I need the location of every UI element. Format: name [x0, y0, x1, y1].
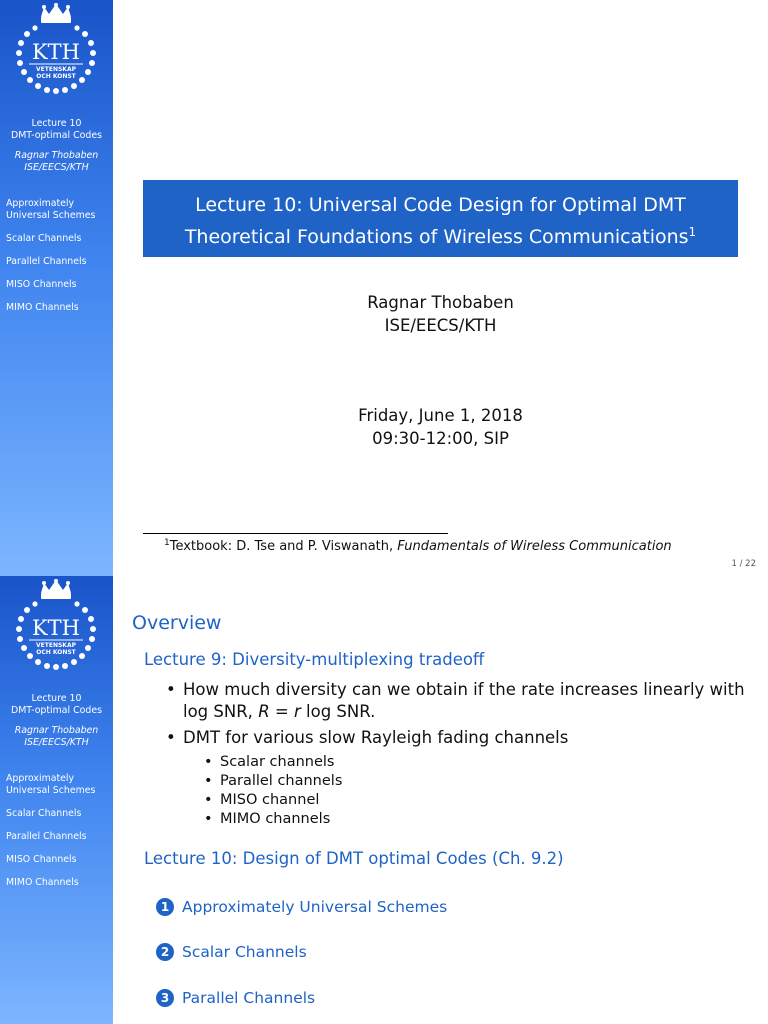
lecture-date: Friday, June 1, 2018	[358, 406, 523, 425]
sidebar-item-approximately-universal[interactable]: Approximately Universal Schemes	[6, 198, 96, 221]
svg-text:OCH KONST: OCH KONST	[36, 73, 76, 80]
bullet-item: • DMT for various slow Rayleigh fading channels	[164, 727, 754, 749]
sidebar-item-mimo[interactable]: MIMO Channels	[6, 302, 79, 313]
sub-bullet-item: • MIMO channels	[202, 810, 342, 829]
author-name: Ragnar Thobaben	[367, 293, 514, 312]
svg-text:KTH: KTH	[31, 616, 81, 640]
toc-item-scalar[interactable]: 2 Scalar Channels	[156, 943, 307, 961]
toc-number-badge: 3	[156, 989, 174, 1007]
sidebar-info	[0, 118, 113, 174]
svg-text:KTH: KTH	[31, 40, 81, 64]
frame-title: Overview	[132, 612, 222, 634]
sidebar-nav	[6, 198, 111, 325]
sidebar-subtitle: DMT-optimal Codes	[10, 130, 103, 141]
footnote-rule	[143, 533, 448, 534]
title-line-1: Lecture 10: Universal Code Design for Optimal DMT	[195, 194, 686, 216]
block-title-lecture-9: Lecture 9: Diversity-multiplexing tradeoff	[144, 650, 485, 669]
sidebar-item-mimo[interactable]: MIMO Channels	[6, 877, 79, 888]
sidebar	[0, 576, 113, 1024]
author-affiliation: ISE/EECS/KTH	[384, 316, 497, 335]
page-number: 1 / 22	[731, 559, 756, 569]
svg-text:VETENSKAP: VETENSKAP	[36, 66, 76, 73]
toc-item-approximately-universal[interactable]: 1 Approximately Universal Schemes	[156, 898, 447, 916]
date-block	[113, 404, 768, 450]
sidebar-author: Ragnar Thobaben	[14, 725, 99, 736]
toc-number-badge: 2	[156, 943, 174, 961]
sidebar-info	[0, 693, 113, 749]
footnote: $^1$Textbook: D. Tse and P. Viswanath, Fundamentals of Wireless Communication	[164, 538, 672, 554]
sidebar-lecture: Lecture 10	[31, 693, 82, 704]
sidebar-subtitle: DMT-optimal Codes	[10, 705, 103, 716]
author-block	[113, 291, 768, 337]
sidebar-item-miso[interactable]: MISO Channels	[6, 854, 77, 865]
toc-number-badge: 1	[156, 898, 174, 916]
sub-bullet-item: • Scalar channels	[202, 753, 342, 772]
sidebar-item-miso[interactable]: MISO Channels	[6, 279, 77, 290]
sidebar-lecture: Lecture 10	[31, 118, 82, 129]
title-box	[143, 180, 738, 257]
sidebar-affiliation: ISE/EECS/KTH	[24, 162, 89, 173]
sidebar	[0, 0, 113, 576]
sidebar-author: Ragnar Thobaben	[14, 150, 99, 161]
sidebar-item-approximately-universal[interactable]: Approximately Universal Schemes	[6, 773, 96, 796]
block-title-lecture-10: Lecture 10: Design of DMT optimal Codes (Ch. 9.2)	[144, 849, 564, 868]
sidebar-affiliation: ISE/EECS/KTH	[24, 737, 89, 748]
bullet-item: • How much diversity can we obtain if the rate increases linearly with log SNR, R = r log SNR.	[164, 679, 754, 723]
toc-item-parallel[interactable]: 3 Parallel Channels	[156, 989, 315, 1007]
sidebar-item-scalar[interactable]: Scalar Channels	[6, 233, 82, 244]
sub-bullet-list	[202, 753, 342, 829]
sidebar-item-scalar[interactable]: Scalar Channels	[6, 808, 82, 819]
sidebar-nav	[6, 773, 111, 900]
sub-bullet-item: • MISO channel	[202, 791, 342, 810]
svg-text:OCH KONST: OCH KONST	[36, 649, 76, 656]
bullet-list	[164, 679, 754, 753]
overview-slide	[0, 576, 768, 1024]
sidebar-item-parallel[interactable]: Parallel Channels	[6, 831, 87, 842]
kth-logo	[11, 579, 101, 679]
lecture-time: 09:30-12:00, SIP	[372, 429, 509, 448]
title-line-2: Theoretical Foundations of Wireless Communications$^1$	[184, 225, 697, 248]
svg-text:VETENSKAP: VETENSKAP	[36, 642, 76, 649]
kth-logo	[11, 3, 101, 103]
sub-bullet-item: • Parallel channels	[202, 772, 342, 791]
sidebar-item-parallel[interactable]: Parallel Channels	[6, 256, 87, 267]
